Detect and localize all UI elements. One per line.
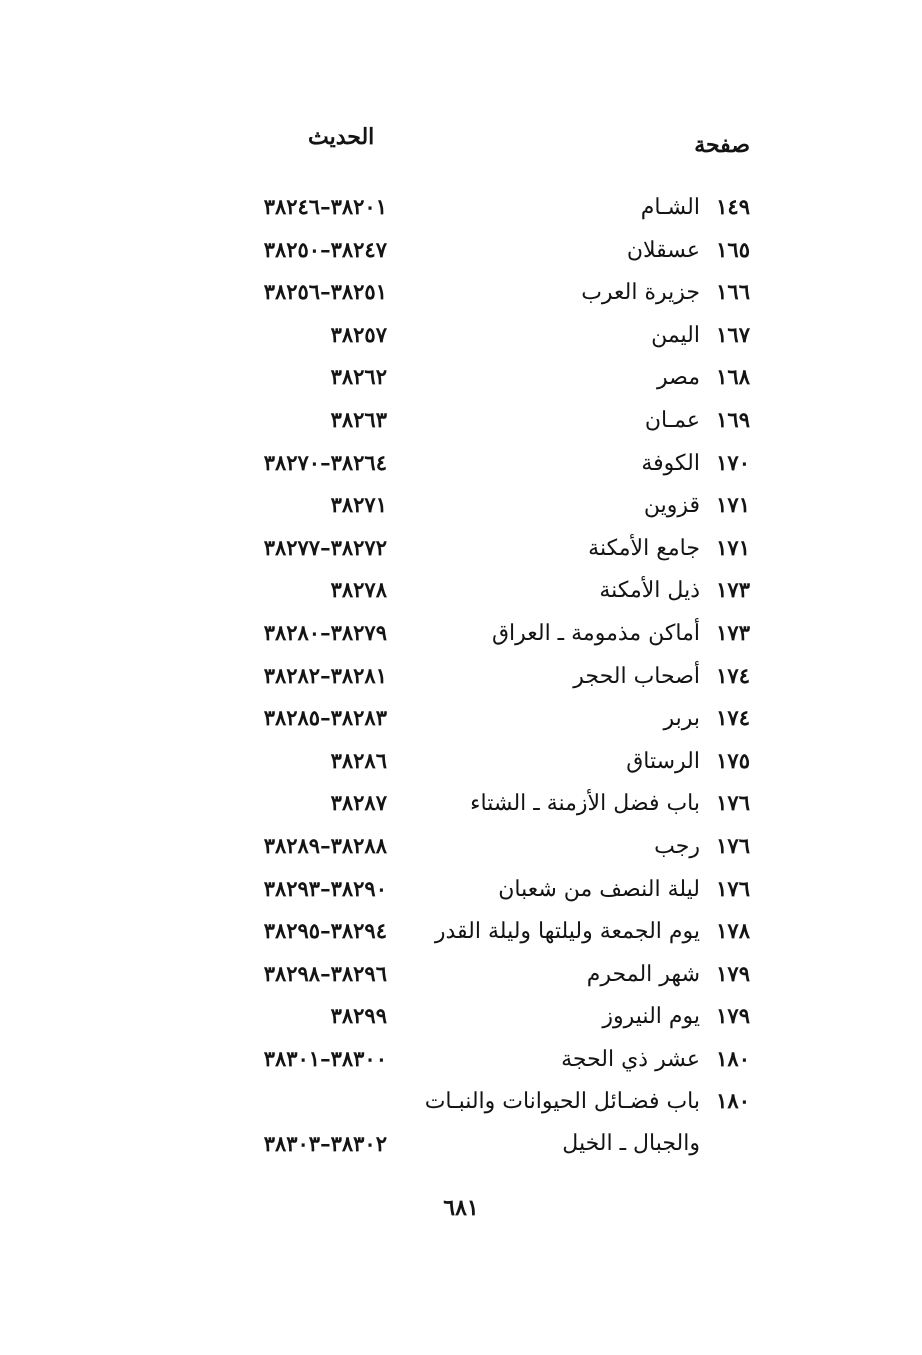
index-entry — [0, 403, 922, 446]
index-entry — [0, 1084, 922, 1127]
index-entry — [0, 360, 922, 403]
entry-page-number: ١٦٦ — [716, 279, 750, 305]
entry-topic — [587, 961, 750, 987]
entry-page-number: ١٦٨ — [716, 364, 750, 390]
hadith-column-heading: الحديث — [308, 124, 375, 150]
entry-topic-text: ليلة النصف من شعبان — [498, 876, 700, 902]
entry-hadith-range: ٣٨٢٨١–٣٨٢٨٢ — [263, 662, 387, 688]
page-column-heading: صفحة — [694, 132, 750, 158]
entry-hadith-range: ٣٨٢٦٣ — [330, 406, 387, 432]
entry-topic — [435, 918, 750, 944]
entry-hadith-range: ٣٨٢٨٣–٣٨٢٨٥ — [263, 705, 387, 731]
entry-topic — [651, 322, 750, 348]
index-list — [0, 190, 922, 1170]
page-number: ٦٨١ — [443, 1195, 479, 1221]
index-entry — [0, 999, 922, 1042]
entry-topic-text: شهر المحرم — [586, 961, 700, 987]
entry-hadith-range: ٣٨٢٨٧ — [330, 790, 387, 816]
entry-page-number: ١٧٥ — [716, 747, 750, 773]
index-entry — [0, 233, 922, 276]
entry-page-number: ١٧٠ — [716, 449, 750, 475]
entry-topic — [626, 748, 750, 774]
entry-topic-text: الرستاق — [626, 748, 700, 774]
entry-hadith-range: ٣٨٢٥٧ — [330, 321, 387, 347]
entry-hadith-range: ٣٨٣٠٢–٣٨٣٠٣ — [263, 1131, 387, 1157]
entry-hadith-range: ٣٨٢٧٩–٣٨٢٨٠ — [263, 619, 387, 645]
index-entry — [0, 744, 922, 787]
column-header — [0, 124, 922, 164]
entry-topic — [641, 194, 750, 220]
entry-topic — [588, 535, 750, 561]
entry-page-number: ١٧٩ — [716, 1003, 750, 1029]
entry-topic — [562, 1131, 750, 1156]
entry-hadith-range: ٣٨٢٨٨–٣٨٢٨٩ — [263, 832, 387, 858]
entry-topic-text: باب فضل الأزمنة ـ الشتاء — [470, 791, 700, 817]
entry-hadith-range: ٣٨٢٠١–٣٨٢٤٦ — [263, 194, 387, 219]
entry-hadith-range: ٣٨٢٧٨ — [330, 577, 387, 603]
entry-topic-text: جزيرة العرب — [581, 280, 700, 306]
entry-topic — [654, 833, 750, 859]
entry-hadith-range: ٣٨٢٩٤–٣٨٢٩٥ — [263, 918, 387, 944]
entry-page-number: ١٤٩ — [716, 194, 750, 219]
entry-hadith-range: ٣٨٢٧١ — [330, 492, 387, 518]
entry-topic-text: أصحاب الحجر — [573, 663, 700, 689]
entry-topic-text: جامع الأمكنة — [588, 535, 700, 561]
entry-page-number: ١٧٦ — [716, 832, 750, 858]
entry-topic — [644, 492, 750, 518]
entry-topic-text: باب فضـائل الحيوانات والنبـات — [424, 1089, 700, 1115]
entry-topic-text: قزوين — [643, 493, 700, 519]
entry-topic-text: الكوفة — [641, 450, 700, 476]
entry-topic — [627, 237, 750, 263]
entry-page-number: ١٦٧ — [716, 321, 750, 347]
entry-topic-text: عسقلان — [626, 237, 700, 263]
index-entry — [0, 488, 922, 531]
index-entry — [0, 275, 922, 318]
entry-topic — [645, 407, 750, 433]
entry-topic — [573, 663, 750, 689]
index-entry — [0, 786, 922, 829]
index-entry — [0, 190, 922, 233]
entry-topic-text: رجب — [654, 833, 700, 859]
entry-hadith-range: ٣٨٢٦٢ — [330, 364, 387, 390]
entry-topic — [657, 364, 750, 390]
entry-hadith-range: ٣٨٢٩٦–٣٨٢٩٨ — [263, 960, 387, 986]
entry-page-number: ١٧٤ — [716, 705, 750, 731]
entry-page-number: ١٧١ — [716, 492, 750, 518]
entry-topic-text: اليمن — [651, 322, 700, 348]
entry-topic — [561, 1046, 750, 1072]
entry-hadith-range: ٣٨٢٤٧–٣٨٢٥٠ — [263, 236, 387, 262]
entry-page-number: ١٧٣ — [716, 619, 750, 645]
entry-page-number: ١٧٦ — [716, 790, 750, 816]
entry-page-number: ١٧٦ — [716, 875, 750, 901]
entry-topic — [581, 279, 750, 305]
entry-page-number: ١٦٥ — [716, 236, 750, 262]
entry-topic — [602, 1003, 750, 1029]
index-entry — [0, 1127, 922, 1170]
entry-hadith-range: ٣٨٢٨٦ — [330, 747, 387, 773]
entry-page-number: ١٦٩ — [716, 406, 750, 432]
entry-topic-text: عشر ذي الحجة — [561, 1046, 700, 1072]
index-entry — [0, 573, 922, 616]
entry-topic — [498, 876, 750, 902]
index-entry — [0, 318, 922, 361]
entry-page-number: ١٧٨ — [716, 918, 750, 944]
entry-topic — [425, 1088, 750, 1114]
entry-topic-text: عمـان — [644, 407, 700, 433]
entry-page-number: ١٧١ — [716, 534, 750, 560]
entry-topic-text: يوم الجمعة وليلتها وليلة القدر — [434, 919, 700, 945]
index-entry — [0, 914, 922, 957]
index-entry — [0, 829, 922, 872]
index-entry — [0, 701, 922, 744]
entry-page-number: ١٨٠ — [716, 1088, 750, 1114]
index-entry — [0, 446, 922, 489]
entry-topic-text: يوم النيروز — [602, 1004, 700, 1030]
index-entry — [0, 659, 922, 702]
entry-hadith-range: ٣٨٢٩٩ — [330, 1003, 387, 1029]
entry-topic — [492, 620, 750, 646]
index-entry — [0, 531, 922, 574]
entry-hadith-range: ٣٨٣٠٠–٣٨٣٠١ — [263, 1045, 387, 1071]
entry-hadith-range: ٣٨٢٩٠–٣٨٢٩٣ — [263, 875, 387, 901]
entry-page-number: ١٨٠ — [716, 1045, 750, 1071]
index-entry — [0, 616, 922, 659]
entry-topic — [470, 790, 750, 816]
entry-topic-text: أماكن مذمومة ـ العراق — [491, 620, 700, 646]
index-entry — [0, 957, 922, 1000]
index-entry — [0, 872, 922, 915]
entry-topic — [663, 705, 750, 731]
entry-hadith-range: ٣٨٢٦٤–٣٨٢٧٠ — [263, 449, 387, 475]
entry-hadith-range: ٣٨٢٥١–٣٨٢٥٦ — [263, 279, 387, 305]
index-entry — [0, 1042, 922, 1085]
entry-topic — [641, 450, 750, 476]
entry-topic-text: ذيل الأمكنة — [599, 578, 700, 604]
entry-topic — [599, 577, 750, 603]
entry-topic-text: والجبال ـ الخيل — [562, 1131, 700, 1157]
entry-topic-text: مصر — [656, 365, 700, 391]
entry-page-number: ١٧٩ — [716, 960, 750, 986]
entry-page-number: ١٧٤ — [716, 662, 750, 688]
entry-topic-text: بربر — [663, 706, 700, 732]
entry-topic-text: الشـام — [640, 195, 700, 220]
entry-hadith-range: ٣٨٢٧٢–٣٨٢٧٧ — [263, 534, 387, 560]
entry-page-number: ١٧٣ — [716, 577, 750, 603]
